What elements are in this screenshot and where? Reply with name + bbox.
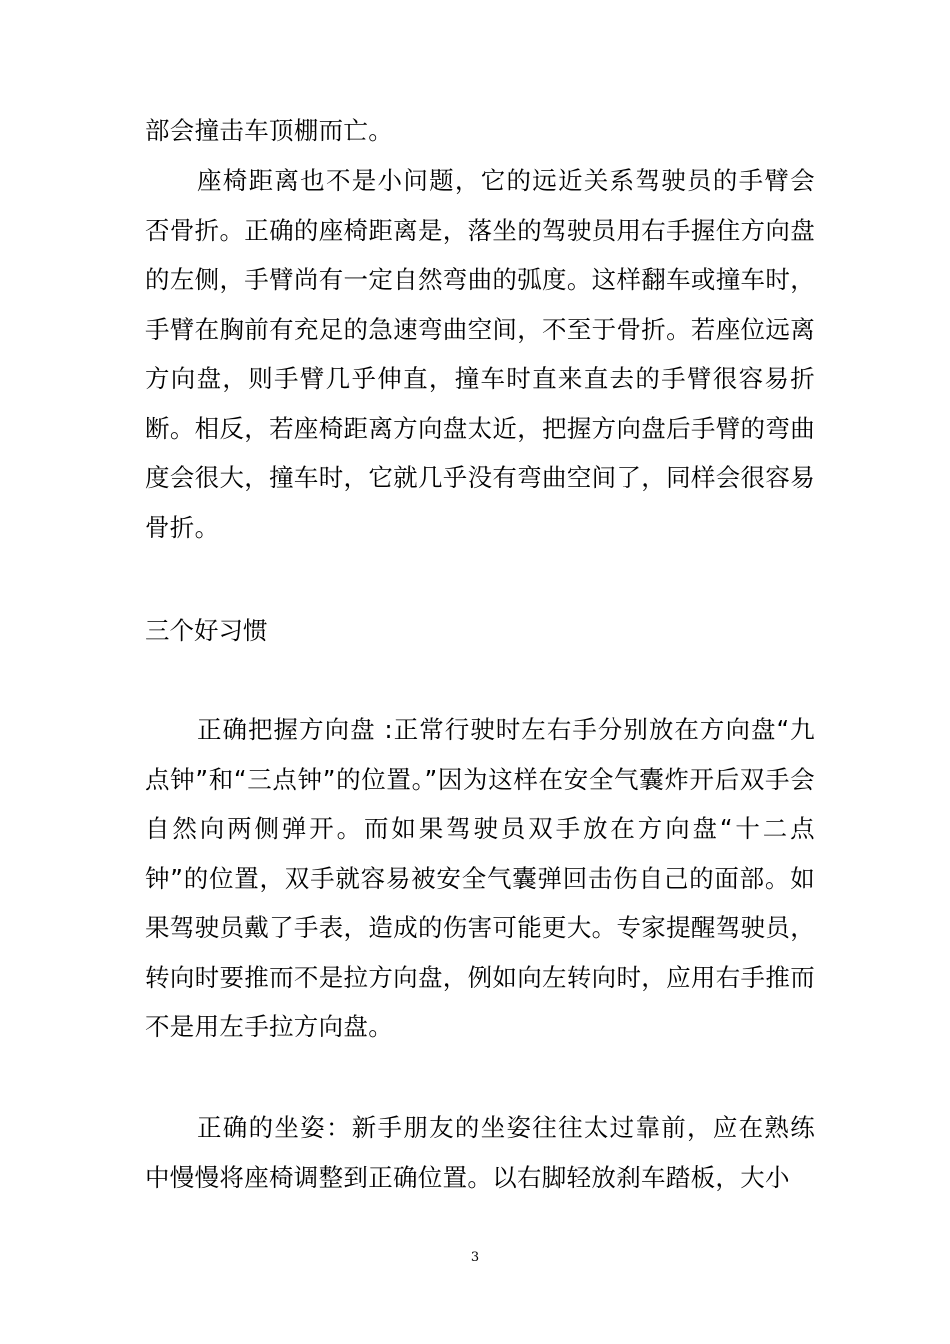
page-number: 3	[470, 1250, 480, 1265]
section-heading: 三个好习惯	[145, 616, 268, 645]
paragraph-sitting-posture: 正确的坐姿：新手朋友的坐姿往往太过靠前，应在熟练中慢慢将座椅调整到正确位置。以右脚轻放刹车踏板，大小	[145, 1113, 815, 1192]
paragraph-seat-distance: 座椅距离也不是小问题，它的远近关系驾驶员的手臂会否骨折。正确的座椅距离是，落坐的驾驶员用右手握住方向盘的左侧，手臂尚有一定自然弯曲的弧度。这样翻车或撞车时，手臂在胸前有充足的急速弯曲空间，不至于骨折。若座位远离方向盘，则手臂几乎伸直，撞车时直来直去的手臂很容易折断。相反，若座椅距离方向盘太近，把握方向盘后手臂的弯曲度会很大，撞车时，它就几乎没有弯曲空间了，同样会很容易骨折。	[145, 166, 815, 542]
paragraph-continuation: 部会撞击车顶棚而亡。	[145, 116, 393, 145]
paragraph-steering-wheel: 正确把握方向盘 :正常行驶时左右手分别放在方向盘“九点钟”和“三点钟”的位置。”因为这样在安全气囊炸开后双手会自然向两侧弹开。而如果驾驶员双手放在方向盘“十二点钟”的位置，双手就容易被安全气囊弹回击伤自己的面部。如果驾驶员戴了手表，造成的伤害可能更大。专家提醒驾驶员，转向时要推而不是拉方向盘，例如向左转向时，应用右手推而不是用左手拉方向盘。	[145, 715, 815, 1041]
